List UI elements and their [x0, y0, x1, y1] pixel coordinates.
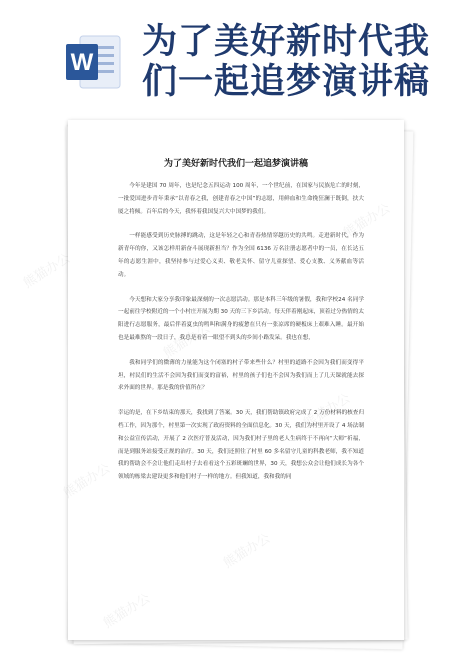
paragraph: 一样能感受到历史脉搏的跳动，这是年轻之心和青春热情穿越历史的共鸣。走进新时代，作为新青年的你，又该怎样用新奋斗展现新担当？作为全国 6136 万名注册志愿者中的一员，在长达五年的志愿生涯中，我坚持参与过爱心义卖、敬老关怀、留守儿童探望、爱心支教、义务献血等活动。 — [118, 233, 364, 278]
watermark-text: 熊猫办公 — [21, 251, 74, 292]
paragraph: 今天想和大家分享我印象最深刻的一次志愿活动。那是本科三年级的暑假，我和学校24 名同学一起前往学校附近的一个小村庄开展为期 30 天的三下乡活动。每天伴着刚起床，顶着过分热情的太阳进行志愿服务，最后伴着夏虫的鸣叫和满身的疲惫在只有一张凉席的硬板床上艰难入睡。最开始也是最难熬的一段日子，我总是看着一眼望不到头的乡间小路发呆。我也在想， — [118, 296, 364, 341]
svg-text:W: W — [70, 49, 94, 76]
banner-header — [0, 0, 474, 112]
banner-title-line-1: 为了美好新时代我 — [142, 22, 431, 62]
paragraph: 幸运的是，在下乡结束的那天，我找到了答案。30 天，我们帮助镇政府完成了 2 万份材料的核查归档工作，因为那个，村里第一次实现了政府资料的全面信息化。30 天，我们为村里开设了 4 场法制和公益宣传活动，开展了 2 次医疗普及活动，因为我们村子里的老人生病终于不再向“大师”祈福，而是到服务站接受正规的治疗。30 天，我们还照往了村里 60 多名留守儿童的科教老师，我不知道我的帮助会不会让他们走出村子去看看这个五彩斑斓的世界，30 天，我想公众会让他们成长为各个领域的栋梁去建设更多和他们村子一样的地方。但我知道，我和我的同 — [118, 410, 364, 481]
paragraph: 我和同学们的微薄的力量能为这个闭塞的村子带来些什么？村里的道路不会因为我们而变得平坦，村民们的生活不会因为我们而变的富裕，村里的孩子们也不会因为我们而上了几天课就能去探求外面的世界。那是我的价值所在？ — [118, 359, 364, 392]
paragraph: 今年是建国 70 周年，也是纪念五四运动 100 周年，一个世纪前，在国家与民族危亡的时刻，一批爱国进步青年秉承“以青春之我，创建青春之中国”的志愿，用鲜血和生命挽狂澜于既倒，扶大厦之将倾。百年后的今天，我怀着我国复兴大中国梦的我们。 — [118, 183, 364, 215]
banner-title-line-2: 们一起追梦演讲稿 — [142, 62, 431, 102]
word-document-icon — [62, 30, 126, 94]
banner-title — [142, 22, 468, 102]
document-preview — [68, 120, 408, 645]
document-page — [68, 120, 404, 640]
document-title: 为了美好新时代我们一起追梦演讲稿 — [163, 159, 308, 169]
document-body — [118, 180, 364, 496]
